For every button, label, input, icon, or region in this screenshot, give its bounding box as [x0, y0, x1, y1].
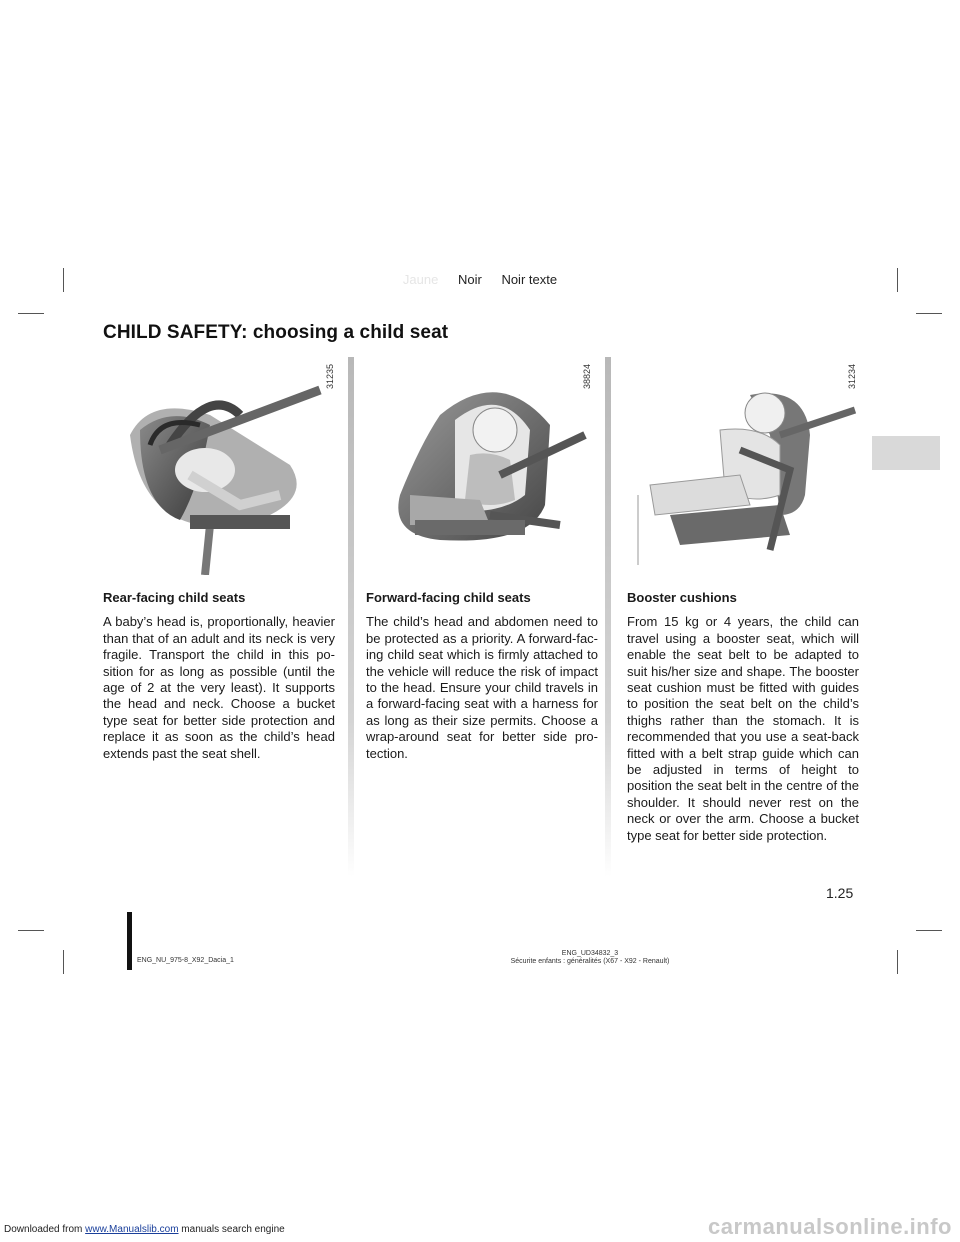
- footer-document-code: ENG_NU_975-8_X92_Dacia_1: [137, 957, 234, 964]
- footer-section-code: [460, 950, 720, 966]
- label-jaune: Jaune: [402, 272, 439, 287]
- banner-prefix: Downloaded from: [4, 1224, 86, 1235]
- crop-mark: [18, 930, 44, 931]
- section-heading: Rear-facing child seats: [103, 590, 246, 605]
- section-text: A baby’s head is, proportionally, heavier than that of an adult and its neck is very fragile. Transport the child in this po-sition for as long as possible (until the age of 2 at the very least). It supports the head and neck. Choose a bucket type seat for better side protection and replace it as soon as the child’s head extends past the seat shell.: [103, 614, 335, 761]
- banner-suffix: manuals search engine: [178, 1224, 285, 1235]
- crop-mark: [916, 930, 942, 931]
- section-heading: Booster cushions: [627, 590, 737, 605]
- column-divider: [348, 357, 354, 877]
- crop-mark: [63, 950, 64, 974]
- booster-cushion-illustration: [630, 375, 860, 575]
- crop-mark: [18, 313, 44, 314]
- footer-code-line: ENG_UD34832_3: [561, 950, 619, 957]
- color-separation-labels: [0, 272, 960, 287]
- crop-mark: [916, 313, 942, 314]
- figure-ref-1: 31235: [325, 364, 335, 390]
- section-forward-facing: [366, 590, 598, 762]
- label-noir-texte: Noir texte: [501, 272, 558, 287]
- page-title: CHILD SAFETY: choosing a child seat: [103, 322, 449, 343]
- chapter-side-tab: [872, 436, 940, 470]
- page-number: 1.25: [826, 885, 854, 901]
- section-heading: Forward-facing child seats: [366, 590, 531, 605]
- section-text: From 15 kg or 4 years, the child can travel using a booster seat, which will enable the seat belt to be adapted to suit his/her size and shape. The booster seat cushion must be fitted with guides to position the seat belt on the child’s thighs rather than the stomach. It is recommended that you use a seat-back fitted with a belt strap guide which can be adjusted in terms of height to position the seat belt in the centre of the shoulder. It should never rest on the neck or over the arm. Choose a bucket type seat for better side protection.: [627, 614, 859, 843]
- crop-mark: [897, 950, 898, 974]
- watermark-logo: carmanualsonline.info: [708, 1214, 952, 1239]
- forward-facing-seat-illustration: [380, 375, 590, 575]
- label-noir: Noir: [457, 272, 482, 287]
- manualslib-link[interactable]: www.Manualslib.com: [85, 1224, 179, 1235]
- figure-ref-2: 38824: [582, 364, 592, 390]
- section-booster-cushions: [627, 590, 859, 844]
- rear-facing-seat-illustration: [120, 375, 330, 575]
- footer-bar: [127, 912, 132, 970]
- column-divider: [605, 357, 611, 877]
- download-banner: [4, 1224, 285, 1235]
- section-text: The child’s head and abdomen need to be protected as a priority. A forward-fac-ing child seat which is firmly attached to the vehicle will reduce the risk of impact to the head. Ensure your child travels in a forward-facing seat with a harness for as long as their size permits. Choose a wrap-around seat for better side pro-tection.: [366, 614, 598, 761]
- figure-ref-3: 31234: [847, 364, 857, 390]
- footer-title-line: Sécurite enfants : généralités (X67 - X92 - Renault): [510, 958, 670, 965]
- section-rear-facing: [103, 590, 335, 762]
